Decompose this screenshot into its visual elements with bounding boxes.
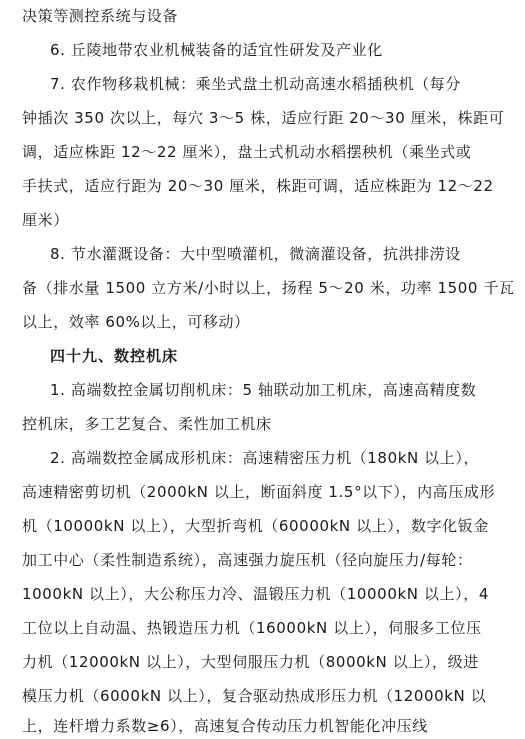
text-line: 调，适应株距 12～22 厘米），盘土式机动水稻摆秧机（乘坐式或 [22, 143, 472, 161]
text-line: 加工中心（柔性制造系统），高速强力旋压机（径向旋压力/每轮： [22, 551, 473, 569]
text-line: 钟插次 350 次以上，每穴 3～5 株，适应行距 20～30 厘米，株距可 [22, 109, 505, 127]
list-item-8: 8. 节水灌溉设备：大中型喷灌机，微滴灌设备，抗洪排涝设 [50, 245, 461, 263]
text-line: 机（10000kN 以上），大型折弯机（60000kN 以上），数字化钣金 [22, 517, 489, 535]
text-line: 模压力机（6000kN 以上），复合驱动热成形压力机（12000kN 以 [22, 687, 487, 705]
text-line: 备（排水量 1500 立方米/小时以上，扬程 5～20 米，功率 1500 千瓦 [22, 279, 515, 297]
text-line: 高速精密剪切机（2000kN 以上，断面斜度 1.5°以下），内高压成形 [22, 483, 496, 501]
text-line: 控机床，多工艺复合、柔性加工机床 [22, 415, 272, 433]
list-item-1: 1. 高端数控金属切削机床：5 轴联动加工机床，高速高精度数 [50, 381, 477, 399]
list-item-2: 2. 高端数控金属成形机床：高速精密压力机（180kN 以上）， [50, 449, 480, 467]
text-line: 工位以上自动温、热锻造压力机（16000kN 以上），伺服多工位压 [22, 619, 482, 637]
text-line: 1000kN 以上），大公称压力冷、温锻压力机（10000kN 以上），4 [22, 585, 489, 603]
text-line: 手扶式，适应行距为 20～30 厘米，株距可调，适应株距为 12～22 [22, 177, 494, 195]
text-line: 上，连杆增力系数≥6），高速复合传动压力机智能化冲压线 [22, 717, 428, 735]
list-item-7: 7. 农作物移栽机械：乘坐式盘土机动高速水稻插秧机（每分 [50, 75, 461, 93]
text-line: 决策等测控系统与设备 [22, 7, 179, 25]
section-heading: 四十九、数控机床 [50, 347, 179, 365]
text-line: 力机（12000kN 以上），大型伺服压力机（8000kN 以上），级进 [22, 653, 479, 671]
text-line: 厘米） [22, 211, 69, 229]
list-item-6: 6. 丘陵地带农业机械装备的适宜性研发及产业化 [50, 41, 383, 59]
text-line: 以上，效率 60%以上，可移动） [22, 313, 250, 331]
